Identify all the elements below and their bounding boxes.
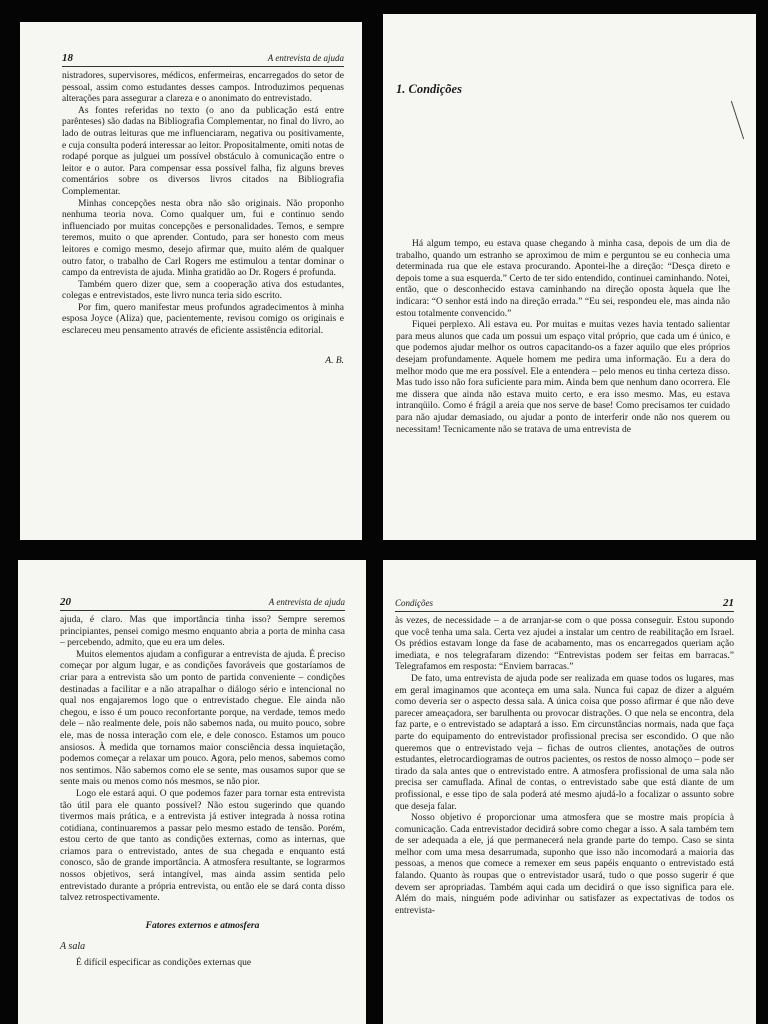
- paragraph: Fiquei perplexo. Ali estava eu. Por muitas e muitas vezes havia tentado salientar para meus alunos que cada um possui um espaço vital próprio, que cada um é único, e que podemos ajudar melhor os outros capacitando-os a fazer aquilo que eles próprios desejam profundamente. Aquele homem me pedira uma informação. Eu a dera do melhor modo que me era possível. Ele a entendera – pelo menos eu tinha certeza disso. Mas tudo isso não fora suficiente para mim. Ainda bem que nenhum dano ocorrera. Ele me dissera que ainda não estava muito certo, e era isso mesmo. Mas, eu estava intranqüilo. Como é frágil a areia que nos serve de base! Como precisamos ter cuidado para não ajudar demasiado, ou ajudar a ponto de interferir onde não nos querem ou necessitam! Tecnicamente não se tratava de uma entrevista de: [396, 320, 730, 435]
- book-page-18: [20, 22, 362, 540]
- paragraph: Também quero dizer que, sem a cooperação ativa dos estudantes, colegas e entrevistados, este livro nunca teria sido escrito.: [62, 279, 344, 302]
- paragraph: Minhas concepções nesta obra não são originais. Não proponho nenhuma teoria nova. Como qualquer um, fui e continuo sendo influenciado por muitas concepções e personalidades. Temos, e sempre teremos, muito o que aprender. Contudo, para ser honesto com meus leitores e comigo mesmo, desejo afirmar que, muito além de qualquer outro fator, o trabalho de Carl Rogers me estimulou a tentar dominar o campo da entrevista de ajuda. Minha gratidão ao Dr. Rogers é profunda.: [62, 198, 344, 279]
- paragraph: Muitos elementos ajudam a configurar a entrevista de ajuda. É preciso começar por algum lugar, e as condições favoráveis que gostaríamos de criar para a entrevista são um ponto de partida conveniente – condições destinadas a facilitar e a não atrapalhar o diálogo sério e intencional no qual nos engajaremos logo que o entrevistado chegue. Ele ainda não chegou, e isso é um pouco reconfortante porque, na verdade, temos medo dele – não realmente dele, pois não sabemos nada, ou muito pouco, sobre ele, mas de nossa interação com ele, e dele conosco. Estamos um pouco ansiosos. À medida que tornamos maior consciência dessa inquietação, podemos começar a relaxar um pouco. Agora, pelo menos, sabemos como nos sentimos. Não sabemos como ele se sente, mas ousamos supor que se sente mais ou menos como nós mesmos, se não pior.: [60, 649, 345, 788]
- page-number: 21: [723, 597, 734, 609]
- paragraph: Logo ele estará aqui. O que podemos fazer para tornar esta entrevista tão útil para ele quanto possível? Não estou sugerindo que quando tivermos mais prática, e a entrevista já estiver integrada à nossa rotina cotidiana, continuaremos a passar pelo mesmo estado de tensão. Porém, estou certo de que tanto as condições externas, como as internas, que criamos para o entrevistado, antes de sua chegada e enquanto está conosco, são de grande importância. A atmosfera resultante, se lograrmos nossos objetivos, será intangível, mas ainda assim sentida pelo entrevistado durante a própria entrevista, ou então ele se dará conta disso talvez retrospectivamente.: [60, 788, 345, 904]
- paragraph: As fontes referidas no texto (o ano da publicação está entre parênteses) são dadas na Bibliografia Complementar, no final do livro, ao lado de outras leituras que me influenciaram, negativa ou positivamente, e cuja consulta poderá interessar ao leitor. Propositalmente, omiti notas de rodapé porque as julguei um possível obstáculo à comunicação entre o leitor e o autor. Para compensar essa possível falha, fiz alguns breves comentários sobre os diversos livros citados na Bibliografia Complementar.: [62, 105, 344, 197]
- page-number: 20: [60, 596, 71, 608]
- chapter-title: 1. Condições: [396, 82, 462, 96]
- paragraph: nistradores, supervisores, médicos, enfermeiras, encarregados do setor de pessoal, assim como estudantes desses campos. Introduzimos pequenas alterações para assegurar a clareza e o anonimato do entrevistado.: [62, 71, 344, 105]
- paragraph: Há algum tempo, eu estava quase chegando à minha casa, depois de um dia de trabalho, quando um estranho se aproximou de mim e perguntou se eu conhecia uma determinada rua que ele estava procurando. Apontei-lhe a direção: “Desça direto e depois tome a sua esquerda.” Certo de ter sido entendido, continuei caminhando. Notei, então, que o desconhecido estava caminhando na direção oposta àquela que lhe indicara: “O senhor está indo na direção errada.” “Eu sei, respondeu ele, mas ainda não estou totalmente convencido.”: [396, 239, 730, 319]
- book-page-19: [383, 14, 756, 540]
- subsection-title: A sala: [60, 940, 86, 952]
- paragraph: Por fim, quero manifestar meus profundos agradecimentos à minha esposa Joyce (Aliza) que, pacientemente, revisou comigo os originais e esclareceu meu pensamento através de eficiente assistência editorial.: [62, 302, 344, 337]
- book-page-21: [383, 560, 756, 1024]
- running-header: [60, 596, 345, 611]
- running-title: A entrevista de ajuda: [267, 53, 344, 63]
- author-initials: A. B.: [325, 355, 344, 366]
- paragraph: ajuda, é claro. Mas que importância tinha isso? Sempre seremos principiantes, pensei comigo mesmo enquanto abria a porta de minha casa – percebendo, admito, que eu era um deles.: [60, 615, 345, 649]
- paragraph: De fato, uma entrevista de ajuda pode ser realizada em quase todos os lugares, mas em geral imaginamos que aconteça em uma sala. Nunca fui capaz de dizer a alguém como deveria ser o aspecto dessa sala. A única coisa que posso afirmar é que não deve parecer ameaçadora, ser barulhenta ou provocar distrações. O que nela se encontra, dela faz parte, e o entrevistado se adaptará a isso. Em circunstâncias normais, nada que faça parte do equipamento do entrevistador profissional precisa ser escondido. O que não queremos que o entrevistado veja – fichas de outros clientes, anotações de outros estudantes, eletrocardiogramas de outros pacientes, os restos de nosso almoço – pode ser tirado da sala antes que o entrevistado entre. A atmosfera profissional de uma sala não precisa ser camuflada. Afinal de contas, o entrevistado sabe que está diante de um profissional, e esse tipo de sala poderá até mesmo ajudá-lo a focalizar o assunto sobre que deseja falar.: [395, 673, 734, 812]
- running-title: A entrevista de ajuda: [268, 597, 345, 607]
- page-number: 18: [62, 52, 73, 64]
- running-title: Condições: [395, 598, 433, 608]
- paragraph: É difícil especificar as condições externas que: [76, 957, 252, 968]
- paragraph: Nosso objetivo é proporcionar uma atmosfera que se mostre mais propícia à comunicação. Cada entrevistador decidirá sobre como chegar a isso. A sala também tem de ser adequada a ele, já que permanecerá nela grande parte do tempo. Caso se sinta melhor com uma mesa desarrumada, suponho que isso não incomodará a maioria das pessoas, a menos que comece a remexer em seus papéis enquanto o entrevistado está falando. Quanto às roupas que o entrevistador usará, tudo o que posso sugerir é que devem ser apropriadas. Também aqui cada um decidirá o que isso significa para ele. Além do mais, ninguém pode adivinhar ou satisfazer as expectativas de todos os entrevista-: [395, 813, 734, 916]
- section-title: Fatores externos e atmosfera: [145, 920, 260, 931]
- running-header: [395, 597, 734, 612]
- running-header: [62, 52, 344, 67]
- paragraph: às vezes, de necessidade – a de arranjar-se com o que possa conseguir. Estou supondo que você tenha uma sala. Certa vez ajudei a instalar um centro de reabilitação em Israel. Os prédios estavam longe da fase de acabamento, mas os encarregados queriam ação imediata, e nos telegrafaram dizendo: “Entrevistas podem ser feitas em barracas.” Telegrafamos em resposta: “Enviem barracas.”: [395, 616, 734, 673]
- book-page-20: [18, 560, 366, 1024]
